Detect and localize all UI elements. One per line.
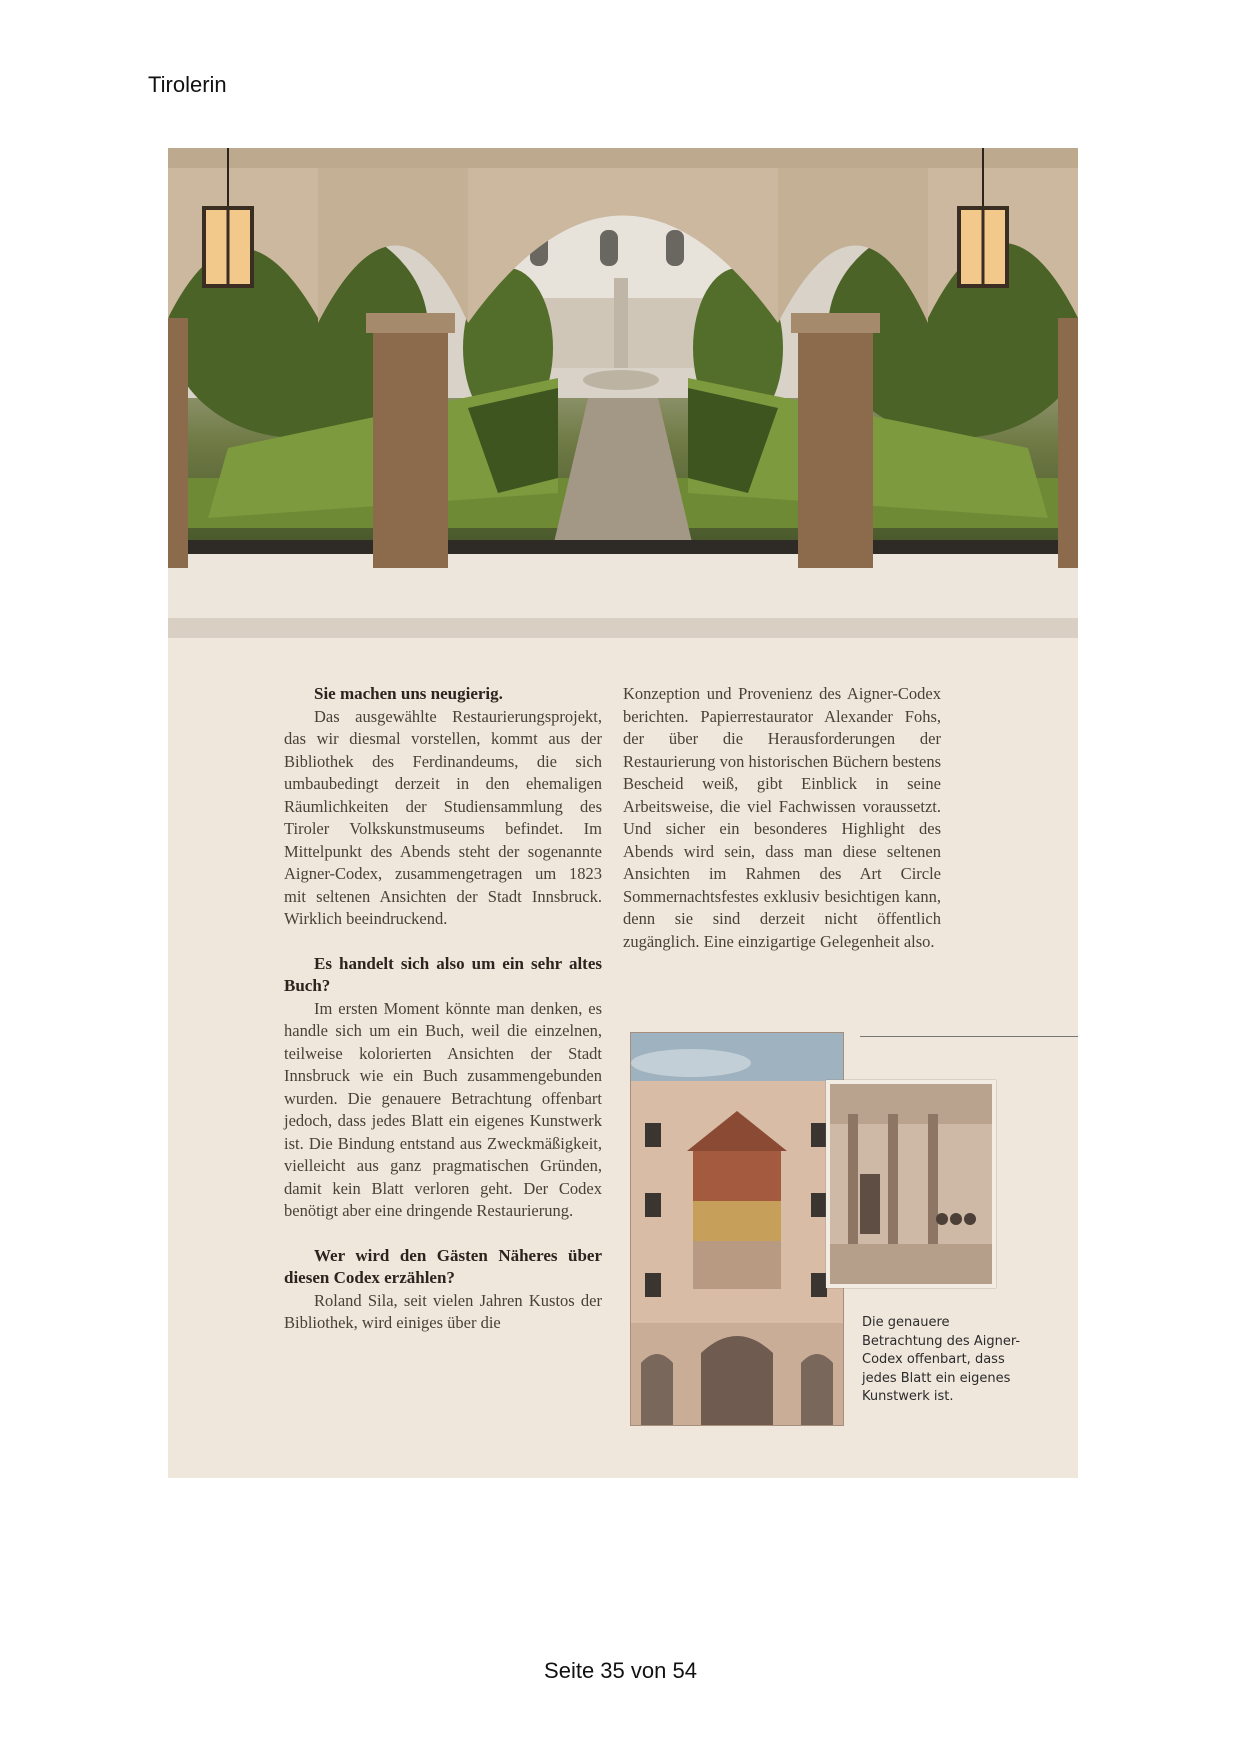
question-heading: Sie machen uns neugierig. xyxy=(314,684,503,703)
cloister-illustration xyxy=(168,148,1078,638)
page-number: Seite 35 von 54 xyxy=(544,1658,697,1683)
cloister-courtyard-photo xyxy=(168,148,1078,638)
image-caption: Die genauere Betrachtung des Aigner-Codex offenbart, dass jedes Blatt ein eigenes Kunstwerk ist. xyxy=(862,1315,1021,1404)
article-column-left xyxy=(284,683,602,1335)
answer-paragraph: Roland Sila, seit vielen Jahren Kustos der Bibliothek, wird einiges über die xyxy=(284,1290,602,1332)
facade-drawing xyxy=(631,1033,843,1425)
answer-paragraph: Im ersten Moment könnte man denken, es handle sich um ein Buch, weil die einzelnen, teilweise kolorierten Ansichten der Stadt Innsbruck wie ein Buch zusammengebunden wurden. Die genauere Betrachtung offenbart jedoch, dass jedes Blatt ein eigenes Kunstwerk ist. Die Bindung entstand aus Zweckmäßigkeit, vielleicht aus ganz pragmatischen Gründen, damit kein Blatt verloren geht. Der Codex benötigt aber eine dringende Restaurierung. xyxy=(284,998,602,1220)
question-heading: Es handelt sich also um ein sehr altes Buch? xyxy=(284,953,602,995)
document-header: Tirolerin xyxy=(148,72,227,97)
answer-paragraph-continued: Konzeption und Provenienz des Aigner-Codex berichten. Papierrestaurator Alexander Fohs, der über die Herausforderungen der Restaurierung von historischen Büchern bestens Bescheid weiß, gibt Einblick in seine Arbeitsweise, die viel Fachwissen voraussetzt. Und sicher ein besonderes Highlight des Abends wird sein, dass man diese seltenen Ansichten im Rahmen des Art Circle Sommernachtsfestes exklusiv besichtigen kann, denn sie sind derzeit nicht öffentlich zugänglich. Eine einzigartige Gelegenheit also. xyxy=(623,684,942,951)
hall-drawing xyxy=(830,1084,992,1284)
golden-roof-illustration xyxy=(630,1032,844,1426)
divider-line xyxy=(860,1036,1078,1037)
interior-hall-illustration xyxy=(826,1080,996,1288)
article-column-right xyxy=(623,683,941,953)
question-heading: Wer wird den Gästen Näheres über diesen Codex erzählen? xyxy=(284,1245,602,1287)
magazine-page-photo xyxy=(168,148,1078,1478)
answer-paragraph: Das ausgewählte Restaurierungsprojekt, das wir diesmal vorstellen, kommt aus der Bibliothek des Ferdinandeums, die sich umbaubedingt derzeit in den ehemaligen Räumlichkeiten der Studiensammlung des Tiroler Volkskunstmuseums befindet. Im Mittelpunkt des Abends steht der sogenannte Aigner-Codex, zusammengetragen um 1823 mit seltenen Ansichten der Stadt Innsbruck. Wirklich beeindruckend. xyxy=(284,706,602,928)
